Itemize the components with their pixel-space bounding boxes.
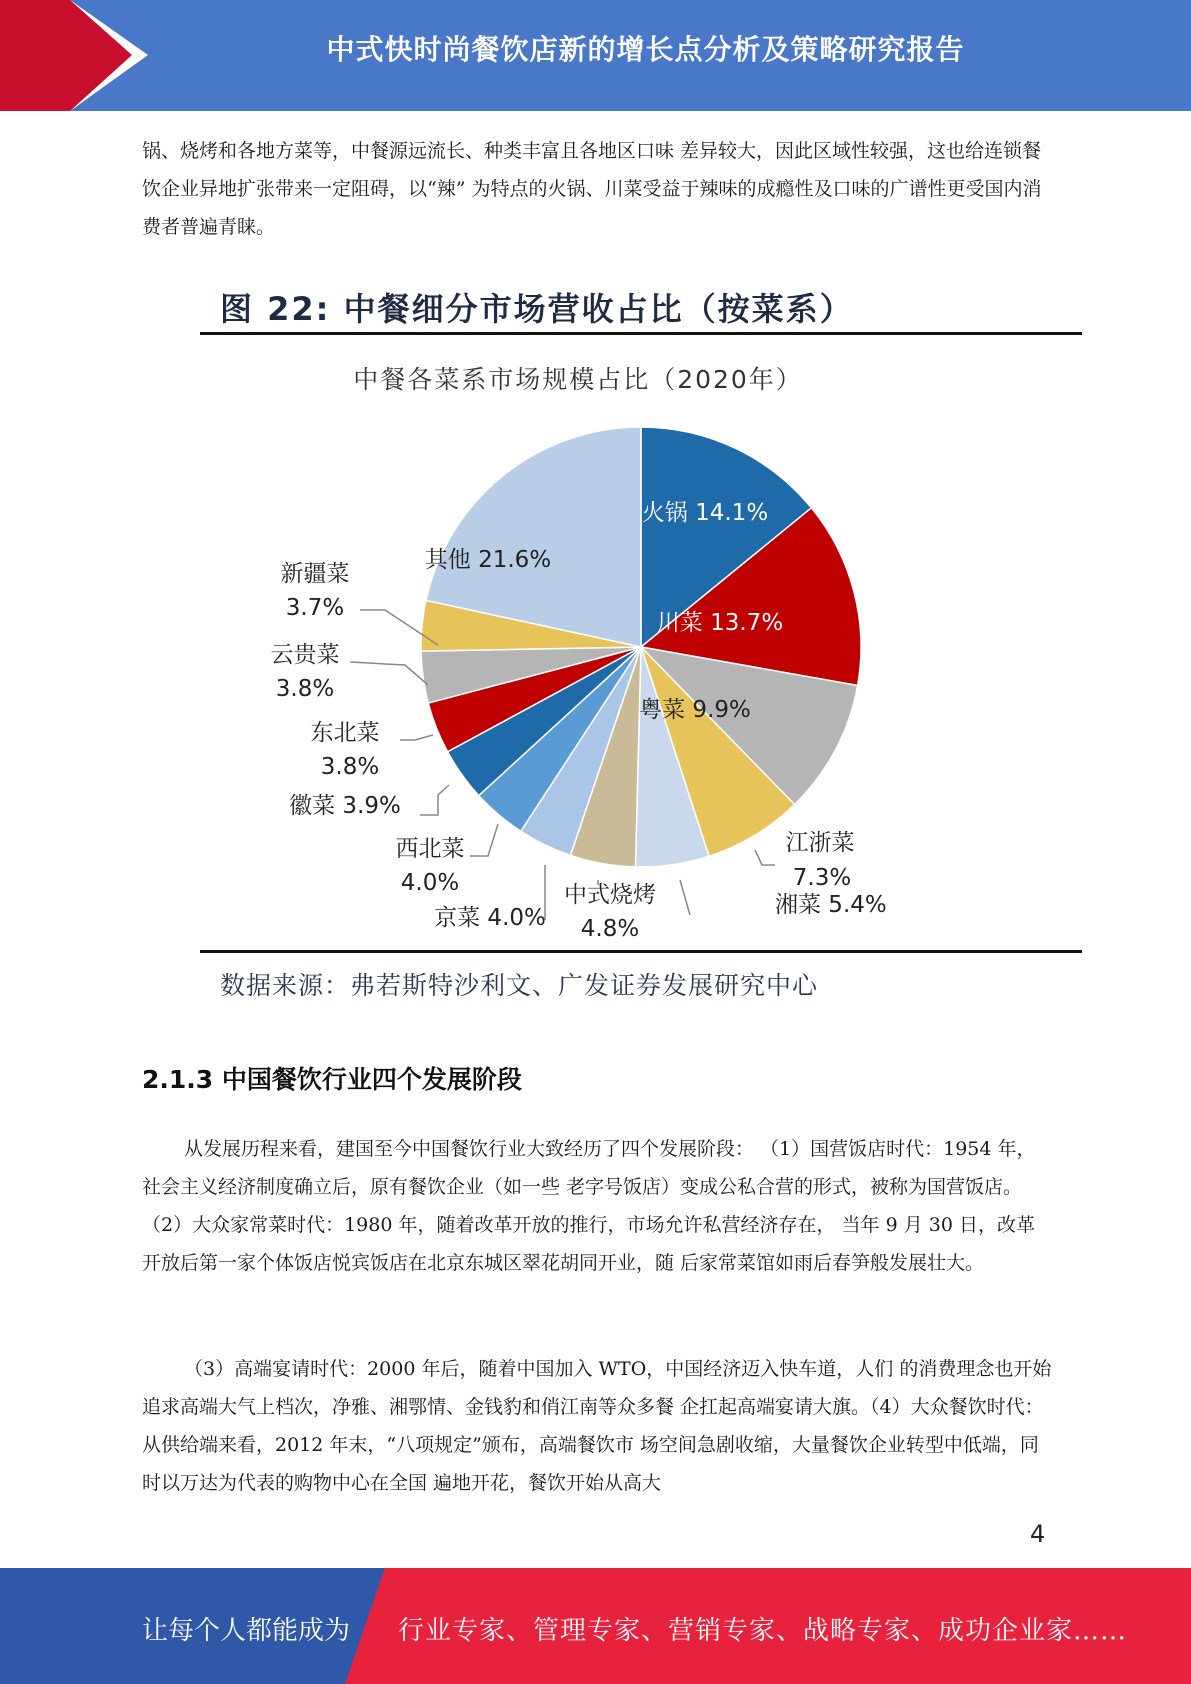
header-red-block [0, 0, 70, 111]
leader-line [755, 850, 775, 865]
slice-label: 其他 21.6% [424, 547, 552, 573]
leader-line [680, 880, 690, 915]
slice-label: 京菜 4.0% [434, 905, 546, 931]
footer-blue-slant [345, 1568, 385, 1684]
report-title: 中式快时尚餐饮店新的增长点分析及策略研究报告 [326, 33, 965, 66]
header-red-arrow [70, 0, 132, 111]
slice-label: 粤菜 9.9% [639, 697, 751, 723]
slice-label-name: 西北菜 [395, 836, 465, 862]
leader-line [470, 824, 498, 856]
leader-line [420, 785, 449, 815]
paragraph-development-stages: 从发展历程来看，建国至今中国餐饮行业大致经历了四个发展阶段： （1）国营饭店时代：1954 年，社会主义经济制度确立后，原有餐饮企业（如一些 老字号饭店）变成公私合营的形式，被称为国营饭店。 （2）大众家常菜时代：1980 年，随着改革开放的推行，市场允许私营经济存在， 当年 9 月 30 日，改革开放后第一家个体饭店悦宾饭店在北京东城区翠花胡同开业，随 后家常菜馆如雨后春笋般发展壮大。 [142, 1138, 1036, 1274]
page-header [0, 0, 1191, 111]
slice-label-value: 3.7% [285, 595, 345, 621]
figure-source: 数据来源：弗若斯特沙利文、广发证券发展研究中心 [220, 971, 819, 1000]
intro-paragraph: 锅、烧烤和各地方菜等，中餐源远流长、种类丰富且各地区口味 差异较大，因此区域性较强，这也给连锁餐饮企业异地扩张带来一定阻碍，以“辣” 为特点的火锅、川菜受益于辣味的成瘾性及口味的广谱性更受国内消费者普遍青睐。 [142, 140, 1042, 238]
leader-line [350, 662, 428, 685]
slice-label-name: 新疆菜 [280, 561, 350, 587]
slice-label-name: 江浙菜 [785, 830, 855, 856]
page-number: 4 [1030, 1520, 1046, 1548]
slice-label: 川菜 13.7% [656, 610, 784, 636]
slice-label: 湘菜 5.4% [775, 892, 887, 918]
figure-top-rule [200, 332, 1082, 335]
slice-label-name: 东北菜 [310, 720, 380, 746]
slice-label: 徽菜 3.9% [289, 793, 401, 819]
figure-title: 图 22: 中餐细分市场营收占比（按菜系） [220, 290, 854, 328]
footer-slogan-right: 行业专家、管理专家、营销专家、战略专家、成功企业家…… [398, 1616, 1128, 1646]
slice-label-value: 3.8% [320, 754, 380, 780]
section-heading: 2.1.3 中国餐饮行业四个发展阶段 [142, 1065, 522, 1094]
leader-line [400, 735, 433, 740]
slice-label-value: 7.3% [792, 865, 852, 891]
slice-label-name: 中式烧烤 [564, 882, 656, 908]
footer-slogan-left: 让每个人都能成为 [142, 1616, 351, 1646]
pie-chart [200, 340, 1082, 950]
paragraph-high-end-era: （3）高端宴请时代：2000 年后，随着中国加入 WTO，中国经济迈入快车道，人们 的消费理念也开始追求高端大气上档次，净雅、湘鄂情、金钱豹和俏江南等众多餐 企扛起高端宴请大旗。（4）大众餐饮时代：从供给端来看，2012 年末，“八项规定”颁布，高端餐饮市 场空间急剧收缩，大量餐饮企业转型中低端，同时以万达为代表的购物中心在全国 遍地开花，餐饮开始从高大 [142, 1358, 1052, 1494]
slice-label-value: 3.8% [275, 676, 335, 702]
page-footer [0, 1568, 1191, 1684]
slice-label: 火锅 14.1% [641, 500, 769, 526]
slice-label-value: 4.0% [400, 870, 460, 896]
slice-label-value: 4.8% [580, 916, 640, 942]
chart-title: 中餐各菜系市场规模占比（2020年） [353, 365, 803, 394]
figure-bottom-rule [200, 950, 1082, 953]
slice-label-name: 云贵菜 [270, 642, 340, 668]
